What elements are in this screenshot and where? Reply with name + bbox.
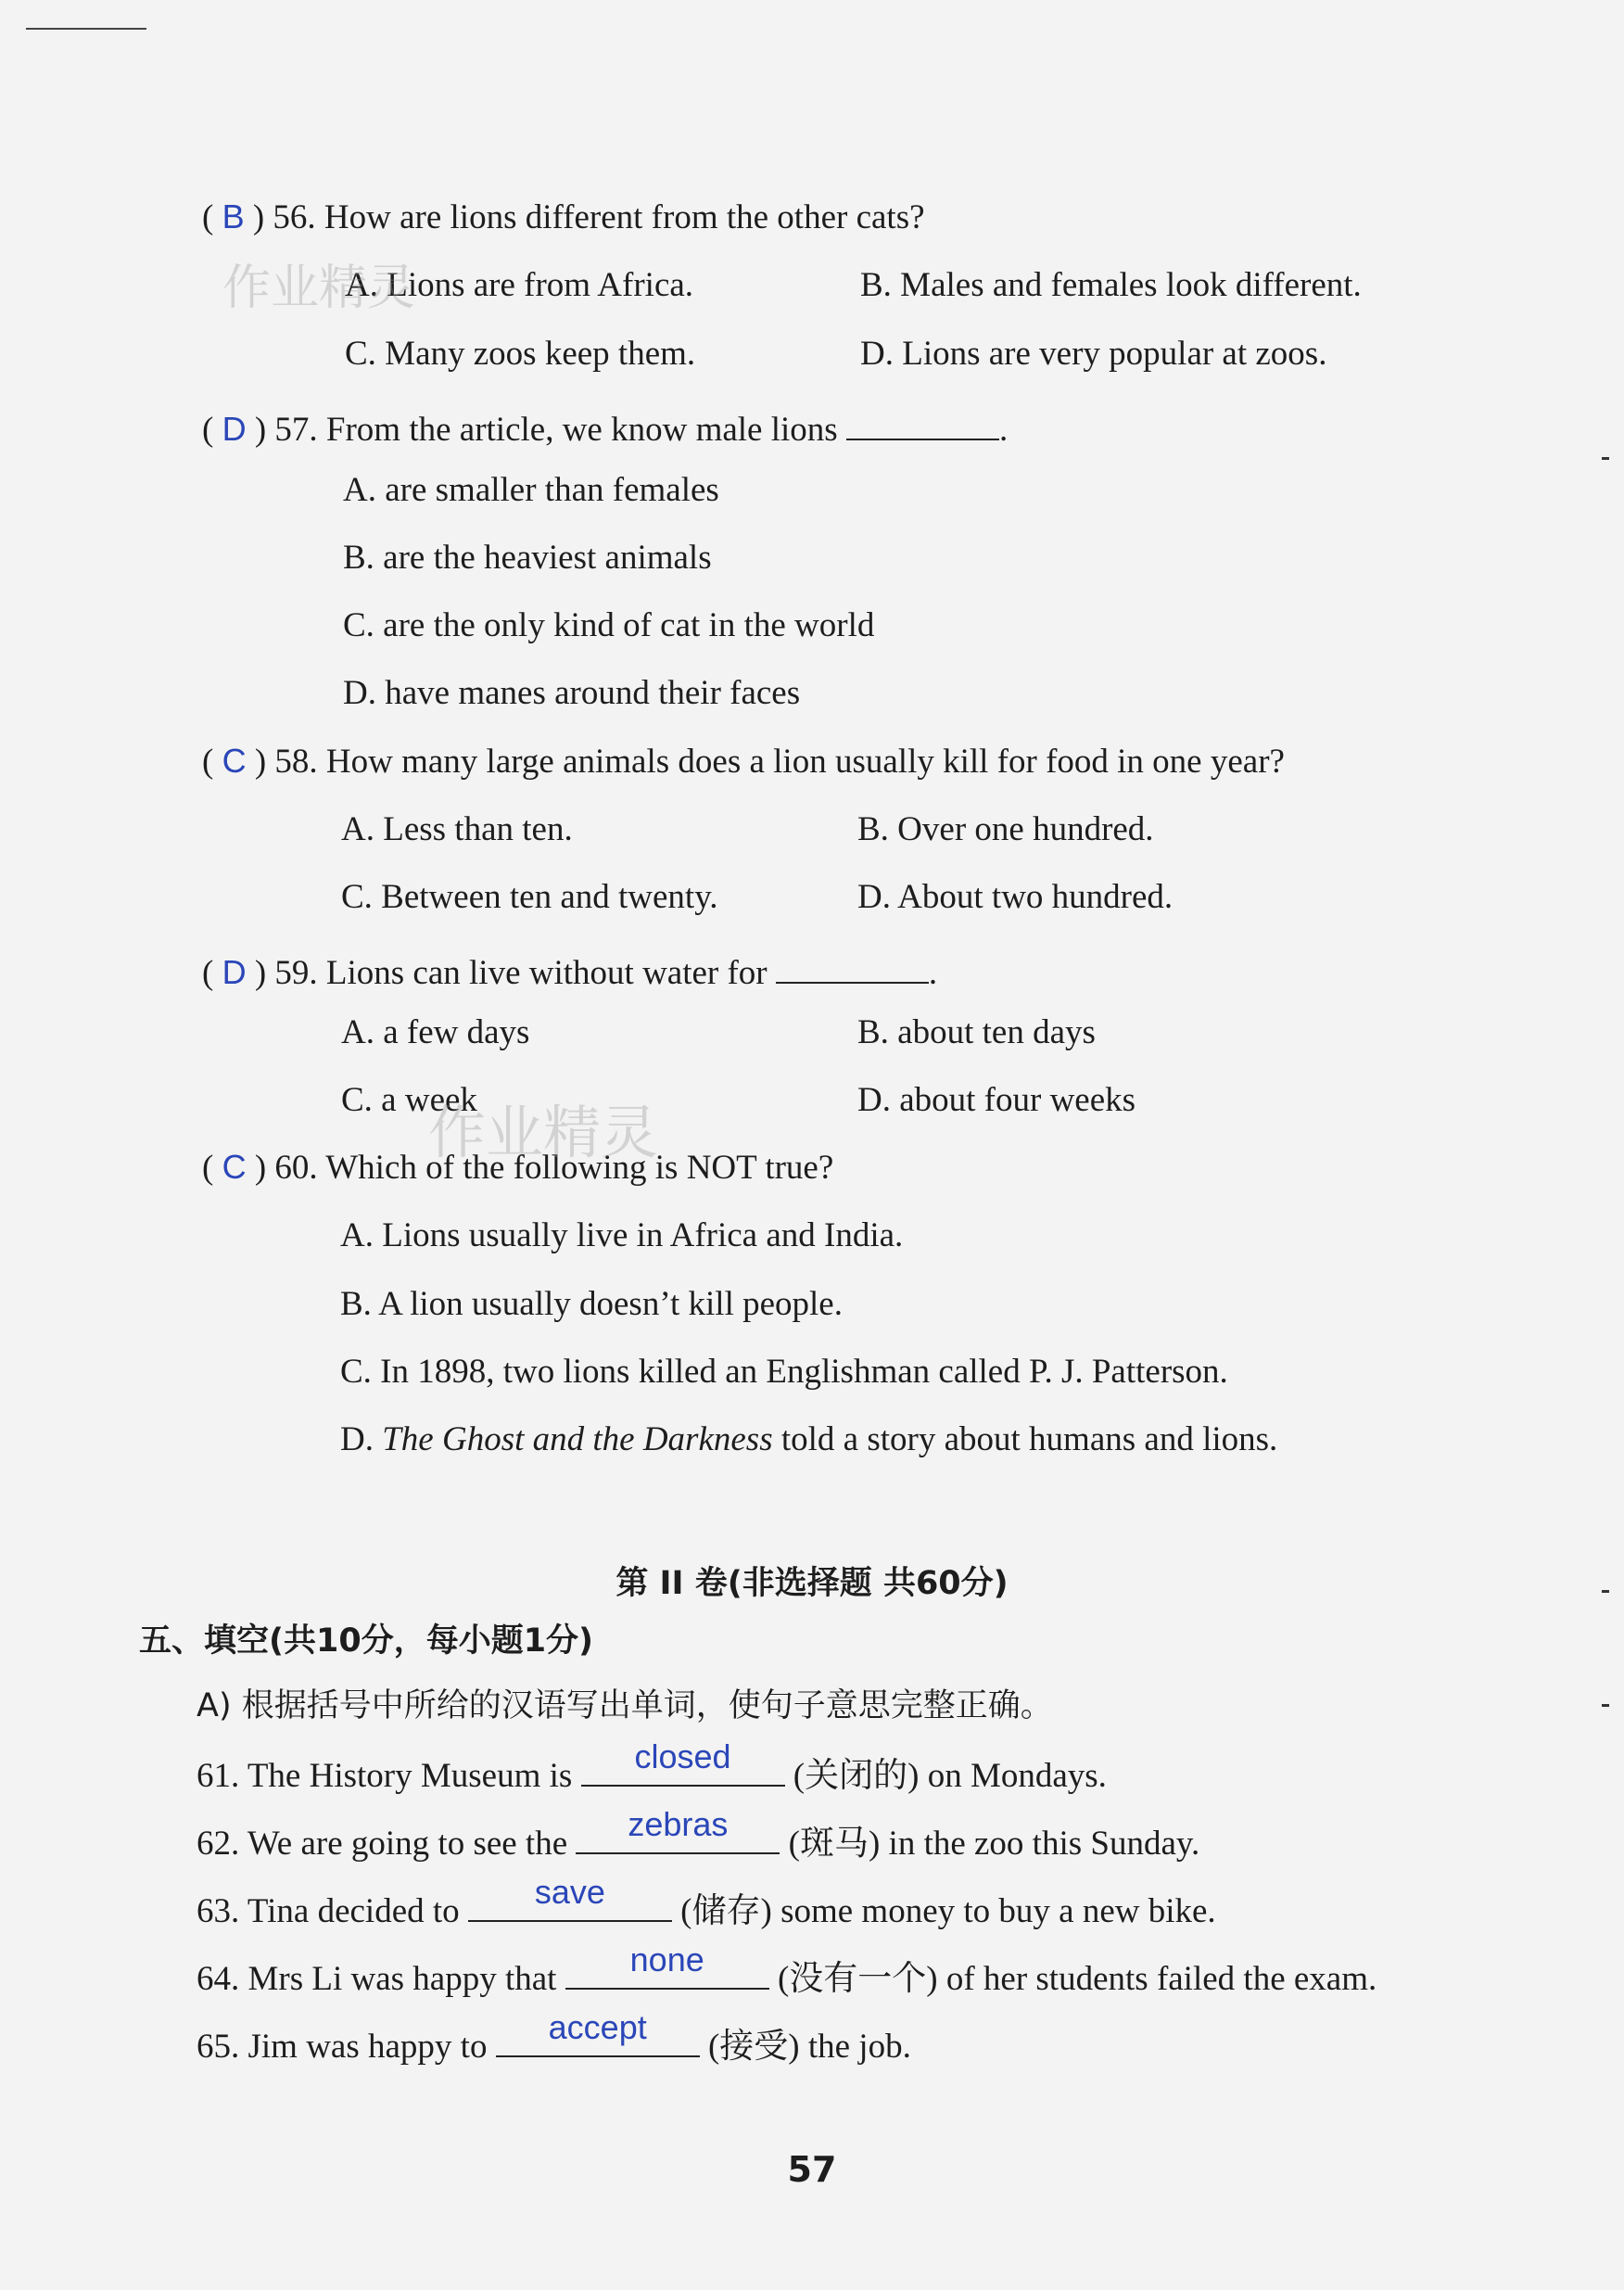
answer-blank (776, 948, 929, 984)
option-56-b: B. Males and females look different. (860, 266, 1362, 304)
filled-answer: save (534, 1873, 605, 1911)
answer-blank (565, 1940, 769, 1990)
option-60-d (340, 1422, 1277, 1457)
option-58-d: D. About two hundred. (857, 878, 1174, 916)
option-58-b: B. Over one hundred. (857, 810, 1154, 848)
option-56-c: C. Many zoos keep them. (345, 335, 696, 373)
answer-57: D (222, 410, 247, 448)
option-57-c: C. are the only kind of cat in the world (343, 606, 875, 644)
option-57-b: B. are the heaviest animals (343, 539, 712, 577)
option-letter: D. (340, 1420, 374, 1458)
question-text: (关闭的) on Mondays. (793, 1757, 1107, 1795)
question-stem: Lions can live without water for (325, 954, 768, 992)
fill-question-63 (197, 1873, 1216, 1930)
watermark: 作业精灵 (222, 261, 416, 316)
question-text: (斑马) in the zoo this Sunday. (788, 1825, 1200, 1863)
answer-59: D (222, 953, 247, 991)
option-60-a: A. Lions usually live in Africa and India. (340, 1216, 904, 1254)
top-rule (26, 28, 146, 30)
question-number: 57. (274, 411, 318, 449)
answer-blank (576, 1805, 780, 1854)
option-58-c: C. Between ten and twenty. (341, 878, 718, 916)
margin-mark (1602, 457, 1609, 460)
question-58: ( C ) 58. How many large animals does a lion usually kill for food in one year? (202, 742, 1285, 781)
question-59: ( D ) 59. Lions can live without water for . (202, 948, 937, 990)
question-57: ( D ) 57. From the article, we know male lions . (202, 404, 1008, 447)
answer-blank (496, 2008, 700, 2057)
option-59-c: C. a week (341, 1081, 477, 1119)
filled-answer: none (629, 1940, 704, 1978)
filled-answer: closed (634, 1737, 731, 1775)
answer-blank (468, 1873, 672, 1922)
answer-58: C (222, 742, 247, 780)
question-number: 58. (274, 743, 318, 781)
option-60-b: B. A lion usually doesn’t kill people. (340, 1285, 843, 1323)
answer-blank (846, 404, 999, 440)
option-59-d: D. about four weeks (857, 1081, 1136, 1119)
page-number: 57 (787, 2149, 837, 2190)
question-number: 60. (274, 1149, 318, 1187)
option-57-d: D. have manes around their faces (343, 674, 801, 712)
option-text: told a story about humans and lions. (780, 1420, 1278, 1458)
fill-question-64 (197, 1940, 1377, 1998)
fill-question-61 (197, 1737, 1107, 1795)
option-57-a: A. are smaller than females (343, 471, 719, 509)
option-56-a: A. Lions are from Africa. (345, 266, 694, 304)
question-stem: How are lions different from the other cats? (324, 198, 925, 236)
option-58-a: A. Less than ten. (341, 810, 573, 848)
question-text: 65. Jim was happy to (197, 2028, 488, 2066)
question-text: (接受) the job. (707, 2028, 911, 2066)
question-60: ( C ) 60. Which of the following is NOT true? (202, 1148, 834, 1187)
watermark: 作业精灵 (428, 1099, 659, 1166)
option-59-a: A. a few days (341, 1013, 530, 1051)
question-text: (储存) some money to buy a new bike. (680, 1892, 1216, 1930)
section-title: 五、填空(共10分，每小题1分) (139, 1622, 594, 1660)
margin-mark (1602, 1590, 1609, 1593)
question-text: 64. Mrs Li was happy that (197, 1960, 557, 1998)
option-56-d: D. Lions are very popular at zoos. (860, 335, 1327, 373)
question-number: 59. (274, 954, 318, 992)
question-56: ( B ) 56. How are lions different from the other cats? (202, 197, 925, 236)
answer-blank (581, 1737, 785, 1787)
filled-answer: accept (548, 2008, 647, 2046)
filled-answer: zebras (628, 1805, 729, 1843)
section-instruction: A) 根据括号中所给的汉语写出单词，使句子意思完整正确。 (197, 1687, 1053, 1724)
question-stem: From the article, we know male lions (325, 411, 838, 449)
question-stem: Which of the following is NOT true? (325, 1149, 834, 1187)
answer-56: B (222, 197, 245, 235)
option-59-b: B. about ten days (857, 1013, 1096, 1051)
question-stem: How many large animals does a lion usually kill for food in one year? (325, 743, 1285, 781)
question-text: 62. We are going to see the (197, 1825, 568, 1863)
part-title: 第 II 卷(非选择题 共60分) (615, 1565, 1009, 1602)
option-60-c: C. In 1898, two lions killed an Englishman called P. J. Patterson. (340, 1353, 1228, 1391)
film-title: The Ghost and the Darkness (382, 1420, 773, 1458)
question-text: 63. Tina decided to (197, 1892, 460, 1930)
answer-60: C (222, 1148, 247, 1186)
fill-question-62 (197, 1805, 1200, 1863)
margin-mark (1602, 1704, 1609, 1707)
question-text: 61. The History Museum is (197, 1757, 573, 1795)
question-text: (没有一个) of her students failed the exam. (777, 1960, 1377, 1998)
fill-question-65 (197, 2008, 911, 2066)
question-number: 56. (273, 198, 316, 236)
